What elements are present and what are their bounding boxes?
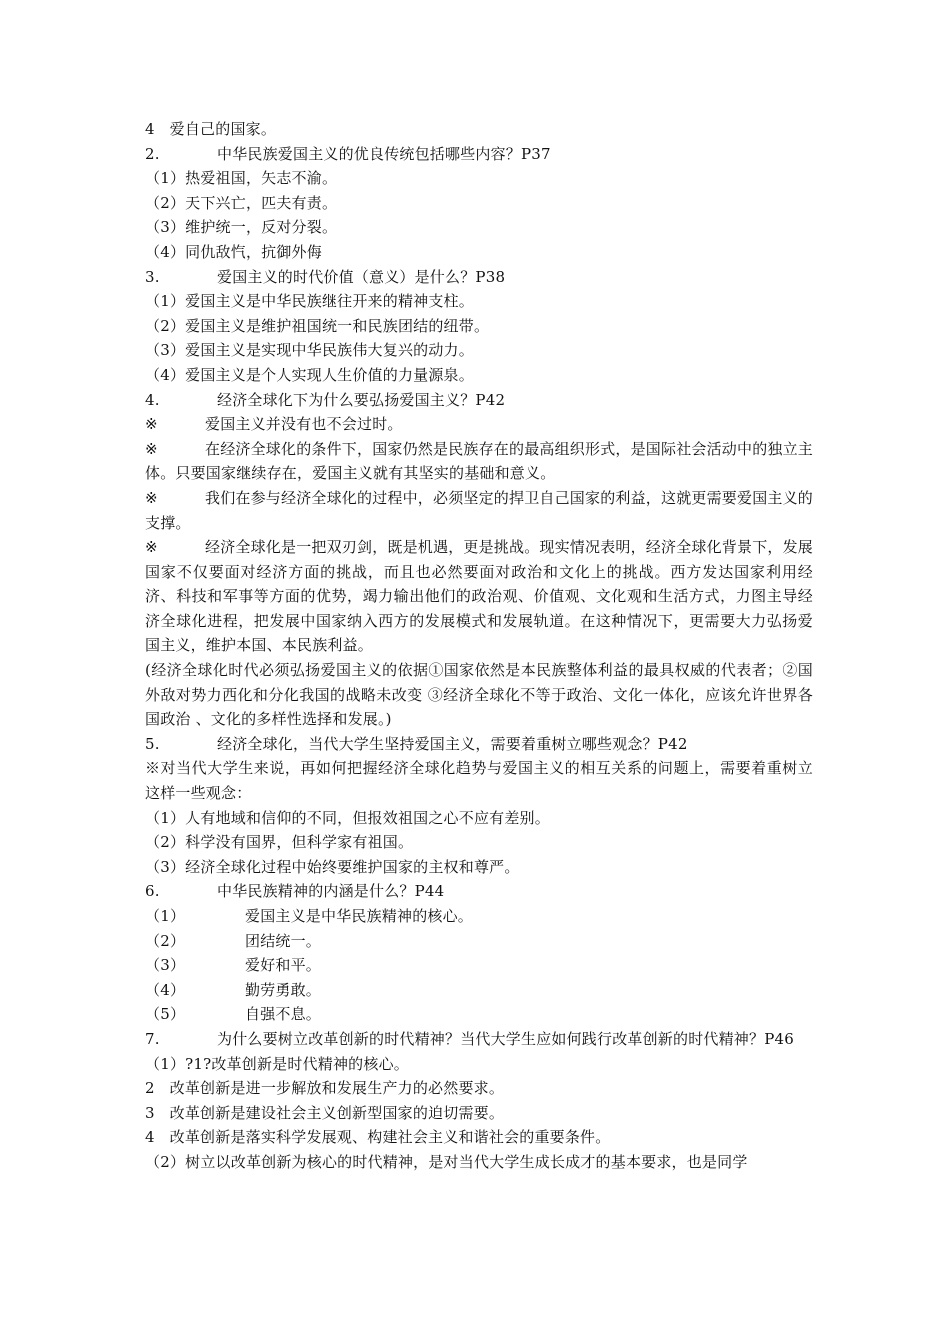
text-line: （1）爱国主义是中华民族继往开来的精神支柱。 xyxy=(145,292,474,311)
text-line: 4 爱自己的国家。 xyxy=(145,120,277,138)
text-line: （1）?1?改革创新是时代精神的核心。 xyxy=(145,1054,409,1073)
reference-mark: ※ xyxy=(145,538,158,557)
question-number: 2. xyxy=(145,144,160,163)
item-text: 爱好和平。 xyxy=(245,956,322,975)
text-line: （1）热爱祖国，矢志不渝。 xyxy=(145,169,338,188)
question-2-heading xyxy=(145,142,813,167)
reference-mark: ※ xyxy=(145,415,158,434)
text-line: （2）树立以改革创新为核心的时代精神，是对当代大学生成长成才的基本要求，也是同学 xyxy=(145,1152,748,1171)
text-line: （1）人有地域和信仰的不同，但报效祖国之心不应有差别。 xyxy=(145,808,550,827)
item-number: （4） xyxy=(145,980,186,999)
text-line: （4）爱国主义是个人实现人生价值的力量源泉。 xyxy=(145,365,474,384)
text-line: 4 改革创新是落实科学发展观、构建社会主义和谐社会的重要条件。 xyxy=(145,1128,611,1147)
list-item xyxy=(145,953,813,978)
text-line: （2）爱国主义是维护祖国统一和民族团结的纽带。 xyxy=(145,316,490,335)
list-item xyxy=(145,978,813,1003)
text-line: 2 改革创新是进一步解放和发展生产力的必然要求。 xyxy=(145,1079,505,1098)
text-line: （4）同仇敌忾，抗御外侮 xyxy=(145,242,322,261)
text-line: 3 改革创新是建设社会主义创新型国家的迫切需要。 xyxy=(145,1103,505,1122)
point-text: 在经济全球化的条件下，国家仍然是民族存在的最高组织形式，是国际社会活动中的独立主体。只要国家继续存在，爱国主义就有其坚实的基础和意义。 xyxy=(145,439,814,483)
point-text: 我们在参与经济全球化的过程中，必须坚定的捍卫自己国家的利益，这就更需要爱国主义的支撑。 xyxy=(145,488,814,532)
item-number: （1） xyxy=(145,907,186,925)
marked-point xyxy=(145,412,813,437)
text-line: （3）爱国主义是实现中华民族伟大复兴的动力。 xyxy=(145,341,474,360)
item-text: 团结统一。 xyxy=(245,931,322,950)
item-text: 勤劳勇敢。 xyxy=(245,980,322,999)
text-line: （3）维护统一，反对分裂。 xyxy=(145,218,338,237)
note-paragraph: (经济全球化时代必须弘扬爱国主义的依据①国家依然是本民族整体利益的最具权威的代表者；②国外敌对势力西化和分化我国的战略未改变 ③经济全球化不等于政治、文化一体化，应该允许世界各国政治 、文化的多样性选择和发展。) xyxy=(145,661,813,729)
question-3-heading xyxy=(145,265,813,290)
question-title: 中华民族精神的内涵是什么？P44 xyxy=(217,882,445,901)
list-item xyxy=(145,904,813,929)
question-title: 经济全球化，当代大学生坚持爱国主义，需要着重树立哪些观念？P42 xyxy=(217,734,688,753)
intro-paragraph: ※对当代大学生来说，再如何把握经济全球化趋势与爱国主义的相互关系的问题上，需要着重树立这样一些观念： xyxy=(145,759,813,803)
text-line: （2）科学没有国界，但科学家有祖国。 xyxy=(145,833,414,852)
question-5-heading xyxy=(145,732,813,757)
marked-point xyxy=(145,535,813,658)
question-title: 爱国主义的时代价值（意义）是什么？P38 xyxy=(217,267,506,286)
question-title: 经济全球化下为什么要弘扬爱国主义？P42 xyxy=(217,390,506,409)
question-number: 6. xyxy=(145,882,160,901)
question-title: 中华民族爱国主义的优良传统包括哪些内容？P37 xyxy=(217,144,551,163)
item-number: （3） xyxy=(145,956,186,975)
question-number: 5. xyxy=(145,734,160,753)
item-number: （5） xyxy=(145,1005,186,1024)
item-text: 爱国主义是中华民族精神的核心。 xyxy=(245,907,474,925)
marked-point xyxy=(145,437,813,486)
document-page xyxy=(145,117,813,1175)
question-title: 为什么要树立改革创新的时代精神？当代大学生应如何践行改革创新的时代精神？P46 xyxy=(217,1029,794,1048)
question-6-heading xyxy=(145,879,813,904)
reference-mark: ※ xyxy=(145,439,158,458)
question-4-heading xyxy=(145,388,813,413)
question-7-heading xyxy=(145,1027,813,1052)
list-item xyxy=(145,929,813,954)
question-number: 7. xyxy=(145,1029,160,1048)
text-line: （2）天下兴亡，匹夫有责。 xyxy=(145,193,338,212)
question-number: 3. xyxy=(145,267,160,286)
reference-mark: ※ xyxy=(145,488,158,507)
item-number: （2） xyxy=(145,931,186,950)
question-number: 4. xyxy=(145,390,160,409)
text-line: （3）经济全球化过程中始终要维护国家的主权和尊严。 xyxy=(145,857,520,876)
marked-point xyxy=(145,486,813,535)
point-text: 爱国主义并没有也不会过时。 xyxy=(205,415,403,434)
item-text: 自强不息。 xyxy=(245,1005,322,1024)
point-text: 经济全球化是一把双刃剑，既是机遇，更是挑战。现实情况表明，经济全球化背景下，发展国家不仅要面对经济方面的挑战，而且也必然要面对政治和文化上的挑战。西方发达国家利用经济、科技和军事等方面的优势，竭力输出他们的政治观、价值观、文化观和生活方式，力图主导经济全球化进程，把发展中国家纳入西方的发展模式和发展轨道。在这种情况下，更需要大力弘扬爱国主义，维护本国、本民族利益。 xyxy=(145,538,814,655)
list-item xyxy=(145,1002,813,1027)
